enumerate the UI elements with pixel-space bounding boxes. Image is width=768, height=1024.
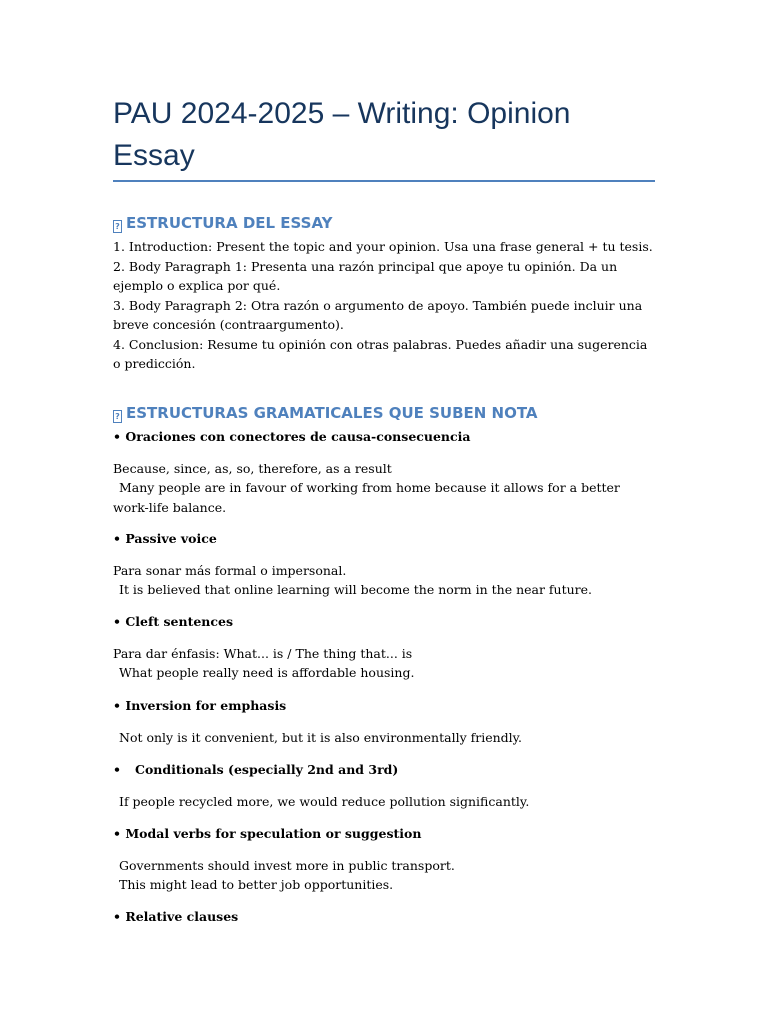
grammar-label-conditionals-text: Conditionals (especially 2nd and 3rd) (135, 762, 399, 777)
grammar-label-cause: • Oraciones con conectores de causa-consecuencia (113, 429, 471, 444)
section-heading-structure (113, 213, 333, 233)
grammar-label-inversion: • Inversion for emphasis (113, 698, 287, 713)
grammar-cleft-example: What people really need is affordable housing. (119, 665, 415, 680)
structure-list (113, 237, 658, 374)
structure-item-2: 2. Body Paragraph 1: Presenta una razón principal que apoye tu opinión. Da un ejemplo o explica por qué. (113, 258, 618, 293)
grammar-modals-example-1: Governments should invest more in public transport. (119, 858, 455, 873)
grammar-label-modals: • Modal verbs for speculation or suggestion (113, 826, 422, 841)
grammar-cleft-intro: Para dar énfasis: What... is / The thing that... is (113, 646, 413, 661)
document-title: PAU 2024-2025 – Writing: Opinion Essay (113, 97, 571, 172)
structure-item-1: 1. Introduction: Present the topic and your opinion. Usa una frase general + tu tesis. (113, 239, 653, 254)
bullet-dot: • (113, 762, 121, 777)
grammar-passive-example: It is believed that online learning will become the norm in the near future. (119, 582, 593, 597)
grammar-label-relative: • Relative clauses (113, 909, 239, 924)
missing-glyph-icon: ? (113, 220, 122, 233)
grammar-cause-example-text: Many people are in favour of working from home because it allows for a better work-life balance. (113, 480, 620, 515)
grammar-label-cleft: • Cleft sentences (113, 614, 233, 629)
structure-item-4: 4. Conclusion: Resume tu opinión con otras palabras. Puedes añadir una sugerencia o predicción. (113, 336, 648, 371)
grammar-cause-example (113, 478, 658, 517)
grammar-passive-intro: Para sonar más formal o impersonal. (113, 563, 347, 578)
grammar-label-passive: • Passive voice (113, 531, 217, 546)
section-heading-structure-text: ESTRUCTURA DEL ESSAY (126, 214, 333, 232)
grammar-cause-intro: Because, since, as, so, therefore, as a result (113, 461, 392, 476)
grammar-modals-example-2: This might lead to better job opportunities. (119, 877, 394, 892)
missing-glyph-icon: ? (113, 410, 122, 423)
title-underline (113, 180, 655, 182)
grammar-conditionals-example: If people recycled more, we would reduce pollution significantly. (119, 794, 530, 809)
structure-item-3: 3. Body Paragraph 2: Otra razón o argumento de apoyo. También puede incluir una breve concesión (contraargumento). (113, 297, 643, 332)
grammar-inversion-example: Not only is it convenient, but it is also environmentally friendly. (119, 730, 523, 745)
section-heading-grammar (113, 403, 538, 423)
section-heading-grammar-text: ESTRUCTURAS GRAMATICALES QUE SUBEN NOTA (126, 404, 538, 422)
